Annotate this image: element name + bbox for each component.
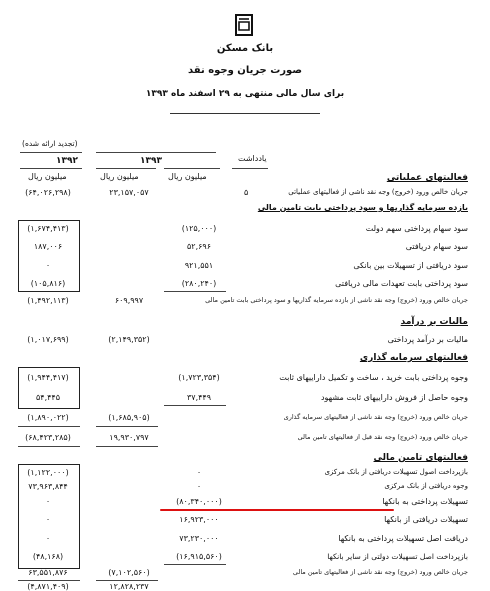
restated-note: (تجدید ارائه شده)	[22, 139, 78, 148]
bank-name: بانک مسکن	[216, 43, 274, 54]
total-rule	[96, 426, 158, 427]
returns-row-label: سود پرداختی بابت تعهدات مالی دریافتی	[335, 279, 468, 288]
bottom-value-1393: ۱۲,۸۲۸,۲۳۷	[109, 582, 149, 591]
unit-label: میلیون ریال	[168, 172, 207, 181]
header-rule	[164, 168, 220, 169]
financing-row-value-1393: ۰	[196, 468, 202, 477]
investing-row-label: وجوه حاصل از فروش داراییهای ثابت مشهود	[320, 393, 468, 402]
header-rule	[96, 152, 216, 153]
returns-row-label: سود دریافتی از تسهیلات بین بانکی	[353, 261, 468, 270]
returns-row-value-1392: ۰	[45, 261, 51, 270]
investing-row-value-1393: (۱,۷۲۳,۳۵۴)	[178, 373, 220, 382]
total-rule	[96, 446, 158, 447]
investing-net-1392: (۱,۸۹۰,۰۲۲)	[27, 413, 69, 422]
header-rule	[96, 168, 156, 169]
operating-value-1392: (۶۴,۰۲۶,۲۹۸)	[25, 188, 71, 197]
returns-row-value-1392: (۱,۶۷۴,۴۱۳)	[27, 224, 69, 233]
investing-net-label: جریان خالص ورود (خروج) وجه نقد ناشی از فعالیتهای سرمایه گذاری	[283, 413, 468, 421]
returns-row-value-1393: (۲۸۰,۲۴۰)	[181, 279, 217, 288]
returns-row-value-1392: (۱۰۵,۸۱۶)	[30, 279, 66, 288]
financing-row-label: بازپرداخت اصول تسهیلات دریافتی از بانک مرکزی	[324, 468, 468, 476]
investing-row-value-1393: ۳۷,۴۴۹	[186, 393, 212, 402]
total-rule	[18, 446, 80, 447]
pre-financing-1393: ۱۹,۹۳۰,۷۹۷	[109, 433, 149, 442]
financing-row-value-1392: ۰	[45, 534, 51, 543]
subtotal-rule	[164, 564, 226, 565]
pre-financing-1392: (۶۸,۴۲۳,۲۸۵)	[25, 433, 71, 442]
investing-net-1393: (۱,۶۸۵,۹۰۵)	[108, 413, 150, 422]
unit-label: میلیون ریال	[28, 172, 67, 181]
tax-value-1393: (۲,۱۴۹,۳۵۲)	[108, 335, 150, 344]
subtitle-underline	[170, 113, 320, 114]
bank-logo-icon	[235, 14, 253, 36]
statement-title: صورت جریان وجوه نقد	[188, 65, 302, 76]
section-tax-title: مالیات بر درآمد	[400, 317, 468, 327]
financing-row-value-1393: ۷۳,۲۳۰,۰۰۰	[179, 534, 219, 543]
returns-row-label: سود سهام دریافتی	[405, 242, 468, 251]
operating-net-label: جریان خالص ورود (خروج) وجه نقد ناشی از فعالیتهای عملیاتی	[288, 188, 468, 196]
header-rule	[20, 168, 82, 169]
tax-value-1392: (۱,۰۱۷,۶۹۹)	[27, 335, 69, 344]
returns-row-value-1393: ۵۲,۶۹۶	[186, 242, 212, 251]
financing-row-value-1393-highlighted: (۸۰,۳۴۰,۰۰۰)	[176, 497, 222, 506]
note-column-header: یادداشت	[238, 154, 267, 163]
financing-row-label: تسهیلات دریافتی از بانکها	[384, 515, 468, 524]
returns-row-value-1393: ۹۲۱,۵۵۱	[184, 261, 214, 270]
year-1392-header: ۱۳۹۲	[56, 156, 78, 166]
returns-net-1392: (۱,۴۹۲,۱۱۳)	[27, 296, 69, 305]
returns-row-value-1393: (۱۲۵,۰۰۰)	[181, 224, 217, 233]
investing-row-value-1392: (۱,۹۴۴,۴۱۷)	[27, 373, 69, 382]
subtotal-rule	[164, 291, 226, 292]
financing-row-value-1392: (۱,۱۲۲,۰۰۰)	[27, 468, 69, 477]
statement-subtitle: برای سال مالی منتهی به ۲۹ اسفند ماه ۱۳۹۳	[145, 89, 345, 99]
financing-row-value-1393: ۰	[196, 482, 202, 491]
financing-row-label: وجوه دریافتی از بانک مرکزی	[384, 482, 468, 490]
financing-row-label: بازپرداخت اصل تسهیلات دولتی از سایر بانکها	[327, 552, 468, 561]
financing-net-1392: ۶۳,۵۵۱,۸۷۶	[28, 568, 68, 577]
returns-net-label: جریان خالص ورود (خروج) وجه نقد ناشی از بازده سرمایه گذاریها و سود پرداختی بابت تامین مالی	[205, 296, 468, 304]
financing-row-label-highlighted: تسهیلات پرداختی به بانکها	[382, 497, 468, 506]
investing-row-value-1392: ۵۴,۴۴۵	[35, 393, 61, 402]
year-1393-header: ۱۳۹۳	[140, 156, 162, 166]
operating-note-ref: ۵	[244, 188, 249, 197]
total-rule	[18, 426, 80, 427]
unit-label: میلیون ریال	[100, 172, 139, 181]
subtotal-rule	[164, 405, 226, 406]
returns-net-1393: ۶۰۹,۹۹۷	[114, 296, 144, 305]
header-rule	[20, 152, 82, 153]
bottom-value-1392: (۴,۸۷۱,۴۰۹)	[27, 582, 69, 591]
total-rule	[18, 580, 80, 581]
financing-row-value-1392: ۰	[45, 497, 51, 506]
section-investing-title: فعالیتهای سرمایه گذاری	[359, 353, 468, 363]
header-rule	[232, 168, 268, 169]
returns-row-label: سود سهام پرداختی سهم دولت	[365, 224, 468, 233]
financing-row-label: دریافت اصل تسهیلات پرداختی به بانکها	[338, 534, 468, 543]
financing-net-label: جریان خالص ورود (خروج) وجه نقد ناشی از فعالیتهای تامین مالی	[292, 568, 468, 576]
total-rule	[96, 580, 158, 581]
financing-net-1393: (۷,۱۰۲,۵۶۰)	[108, 568, 150, 577]
operating-value-1393: ۲۳,۱۵۷,۰۵۷	[109, 188, 149, 197]
financing-row-value-1393: ۱۶,۹۲۳,۰۰۰	[179, 515, 219, 524]
red-highlight-underline	[160, 509, 394, 511]
financing-row-value-1392: ۰	[45, 515, 51, 524]
section-financing-title: فعالیتهای تامین مالی	[373, 453, 468, 463]
financing-row-value-1392: ۷۳,۹۶۳,۸۴۴	[28, 482, 68, 491]
tax-row-label: مالیات بر درآمد پرداختی	[387, 335, 468, 344]
pre-financing-label: جریان خالص ورود (خروج) وجه نقد قبل از فعالیتهای تامین مالی	[297, 433, 468, 441]
section-operating-title: فعالیتهای عملیاتی	[386, 173, 468, 183]
returns-row-value-1392: ۱۸۷,۰۰۶	[33, 242, 63, 251]
financing-row-value-1392: (۴۸,۱۶۸)	[32, 552, 64, 561]
section-returns-title: بازده سرمایه گذاریها و سود پرداختی بابت تامین مالی	[257, 203, 468, 212]
investing-row-label: وجوه پرداختی بابت خرید ، ساخت و تکمیل داراییهای ثابت	[279, 373, 468, 382]
financing-row-value-1393: (۱۶,۹۱۵,۵۶۰)	[176, 552, 222, 561]
